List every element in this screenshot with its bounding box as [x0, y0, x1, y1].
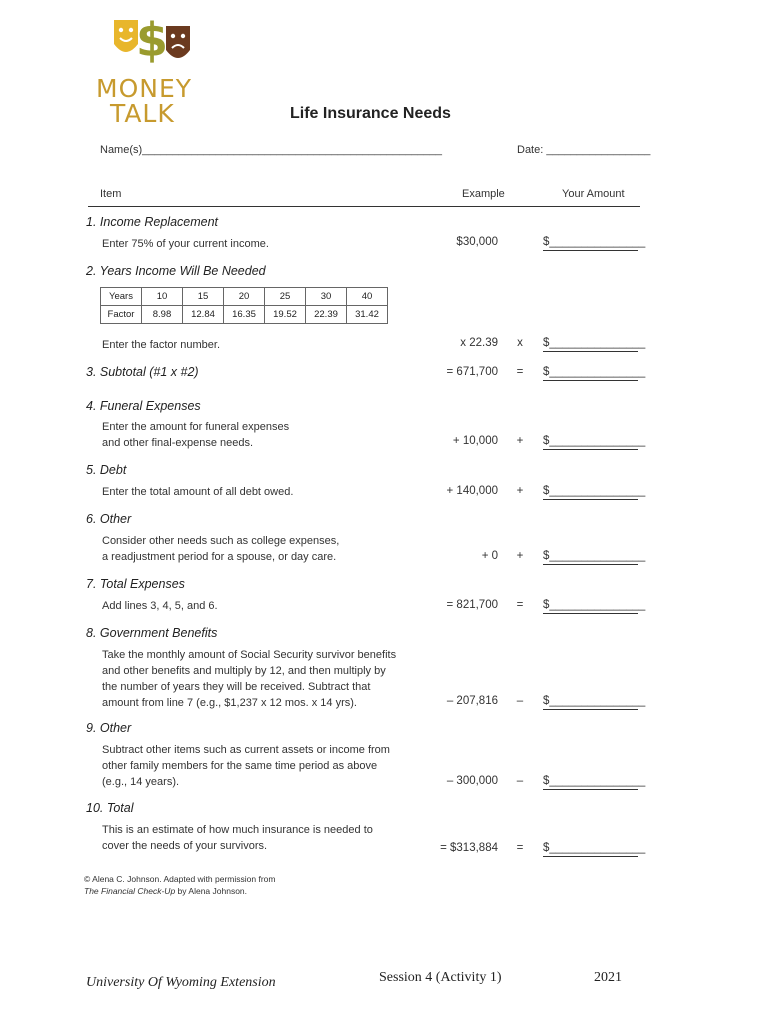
- credit-book-title: The Financial Check-Up: [84, 886, 176, 896]
- header-your-amount: Your Amount: [562, 188, 625, 200]
- footer-year: 2021: [594, 970, 622, 985]
- section-5-operator: +: [516, 485, 524, 497]
- page-title: Life Insurance Needs: [290, 105, 451, 122]
- section-10-desc-line: cover the needs of your survivors.: [102, 840, 268, 852]
- section-1-desc: Enter 75% of your current income.: [102, 238, 269, 250]
- factor-table-row-label: Years: [101, 288, 142, 306]
- svg-text:$: $: [135, 14, 169, 66]
- section-6-desc: [102, 533, 339, 565]
- section-8-example: – 207,816: [446, 695, 498, 707]
- section-2-operator: x: [517, 337, 523, 349]
- section-1-example: $30,000: [456, 236, 498, 248]
- section-8-desc-line: and other benefits and multiply by 12, and then multiply by: [102, 665, 386, 677]
- section-8-title: 8. Government Benefits: [86, 626, 218, 640]
- section-5-example: + 140,000: [446, 485, 498, 497]
- section-4-title: 4. Funeral Expenses: [86, 399, 201, 413]
- footer-session: Session 4 (Activity 1): [379, 970, 502, 985]
- section-3-operator: =: [516, 366, 524, 378]
- money-talk-logo: [96, 14, 206, 126]
- header-example: Example: [462, 188, 505, 200]
- footer-organization: University Of Wyoming Extension: [86, 975, 276, 990]
- section-10-operator: =: [516, 842, 524, 854]
- header-divider: [88, 206, 640, 207]
- section-1-amount-field[interactable]: $_______________: [543, 236, 638, 251]
- section-9-title: 9. Other: [86, 721, 132, 735]
- section-7-desc: Add lines 3, 4, 5, and 6.: [102, 600, 218, 612]
- section-7-amount-field[interactable]: $_______________: [543, 599, 638, 614]
- section-9-desc-line: Subtract other items such as current assets or income from: [102, 744, 390, 756]
- section-3-amount-field[interactable]: $_______________: [543, 366, 638, 381]
- section-3-example: = 671,700: [446, 366, 498, 378]
- section-4-example: + 10,000: [452, 435, 498, 447]
- names-field[interactable]: Name(s)_________________________________________________: [100, 144, 442, 156]
- section-6-title: 6. Other: [86, 512, 132, 526]
- section-6-operator: +: [516, 550, 524, 562]
- section-10-title: 10. Total: [86, 801, 134, 815]
- factor-table-year: 15: [183, 288, 224, 306]
- section-3-title: 3. Subtotal (#1 x #2): [86, 365, 199, 379]
- section-2-title: 2. Years Income Will Be Needed: [86, 264, 266, 278]
- factor-table-year: 25: [265, 288, 306, 306]
- section-4-desc: [102, 419, 289, 451]
- section-10-desc-line: This is an estimate of how much insurance is needed to: [102, 824, 373, 836]
- section-8-desc-line: Take the monthly amount of Social Security survivor benefits: [102, 649, 397, 661]
- factor-table-row-label: Factor: [101, 306, 142, 324]
- factor-table-factor: 8.98: [142, 306, 183, 324]
- section-10-amount-field[interactable]: $_______________: [543, 842, 638, 857]
- section-6-desc-line: Consider other needs such as college expenses,: [102, 535, 340, 547]
- date-field[interactable]: Date: _________________: [517, 144, 651, 156]
- section-6-amount-field[interactable]: $_______________: [543, 550, 638, 565]
- factor-table-factor: 19.52: [265, 306, 306, 324]
- factor-table-years-row: [101, 288, 388, 306]
- section-8-desc-line: the number of years they will be received. Subtract that: [102, 681, 371, 693]
- factor-table-year: 30: [306, 288, 347, 306]
- section-5-title: 5. Debt: [86, 463, 127, 477]
- masks-dollar-icon: [112, 14, 192, 66]
- section-5-amount-field[interactable]: $_______________: [543, 485, 638, 500]
- credit-line-1: © Alena C. Johnson. Adapted with permission from: [84, 874, 276, 884]
- section-7-title: 7. Total Expenses: [86, 577, 185, 591]
- section-2-amount-field[interactable]: $_______________: [543, 337, 638, 352]
- section-2-example: x 22.39: [460, 337, 498, 349]
- section-8-desc: [102, 647, 396, 711]
- section-9-amount-field[interactable]: $_______________: [543, 775, 638, 790]
- section-9-operator: –: [516, 775, 524, 787]
- factor-table-year: 20: [224, 288, 265, 306]
- logo-line-money: MONEY: [96, 74, 193, 103]
- header-item: Item: [100, 188, 122, 200]
- section-9-example: – 300,000: [446, 775, 498, 787]
- section-6-example: + 0: [481, 550, 498, 562]
- section-10-desc: [102, 822, 373, 854]
- section-5-desc: Enter the total amount of all debt owed.: [102, 486, 294, 498]
- section-4-amount-field[interactable]: $_______________: [543, 435, 638, 450]
- section-9-desc-line: (e.g., 14 years).: [102, 776, 180, 788]
- section-8-operator: –: [516, 695, 524, 707]
- factor-table-factor: 31.42: [347, 306, 388, 324]
- section-10-example: = $313,884: [440, 842, 498, 854]
- section-4-operator: +: [516, 435, 524, 447]
- section-8-amount-field[interactable]: $_______________: [543, 695, 638, 710]
- factor-table: [100, 287, 388, 324]
- factor-table-year: 40: [347, 288, 388, 306]
- section-2-desc: Enter the factor number.: [102, 339, 221, 351]
- logo-line-talk: TALK: [110, 99, 175, 128]
- section-8-desc-line: amount from line 7 (e.g., $1,237 x 12 mos. x 14 yrs).: [102, 697, 357, 709]
- section-4-desc-line: Enter the amount for funeral expenses: [102, 421, 290, 433]
- section-6-desc-line: a readjustment period for a spouse, or day care.: [102, 551, 337, 563]
- section-9-desc: [102, 742, 390, 790]
- factor-table-factor: 16.35: [224, 306, 265, 324]
- section-7-example: = 821,700: [446, 599, 498, 611]
- credit-author: by Alena Johnson.: [175, 886, 248, 896]
- credit-line-2: [84, 885, 275, 897]
- section-1-title: 1. Income Replacement: [86, 215, 219, 229]
- section-7-operator: =: [516, 599, 524, 611]
- factor-table-factors-row: [101, 306, 388, 324]
- section-9-desc-line: other family members for the same time period as above: [102, 760, 378, 772]
- copyright-credit: [84, 873, 275, 897]
- factor-table-factor: 12.84: [183, 306, 224, 324]
- factor-table-factor: 22.39: [306, 306, 347, 324]
- section-4-desc-line: and other final-expense needs.: [102, 437, 254, 449]
- factor-table-year: 10: [142, 288, 183, 306]
